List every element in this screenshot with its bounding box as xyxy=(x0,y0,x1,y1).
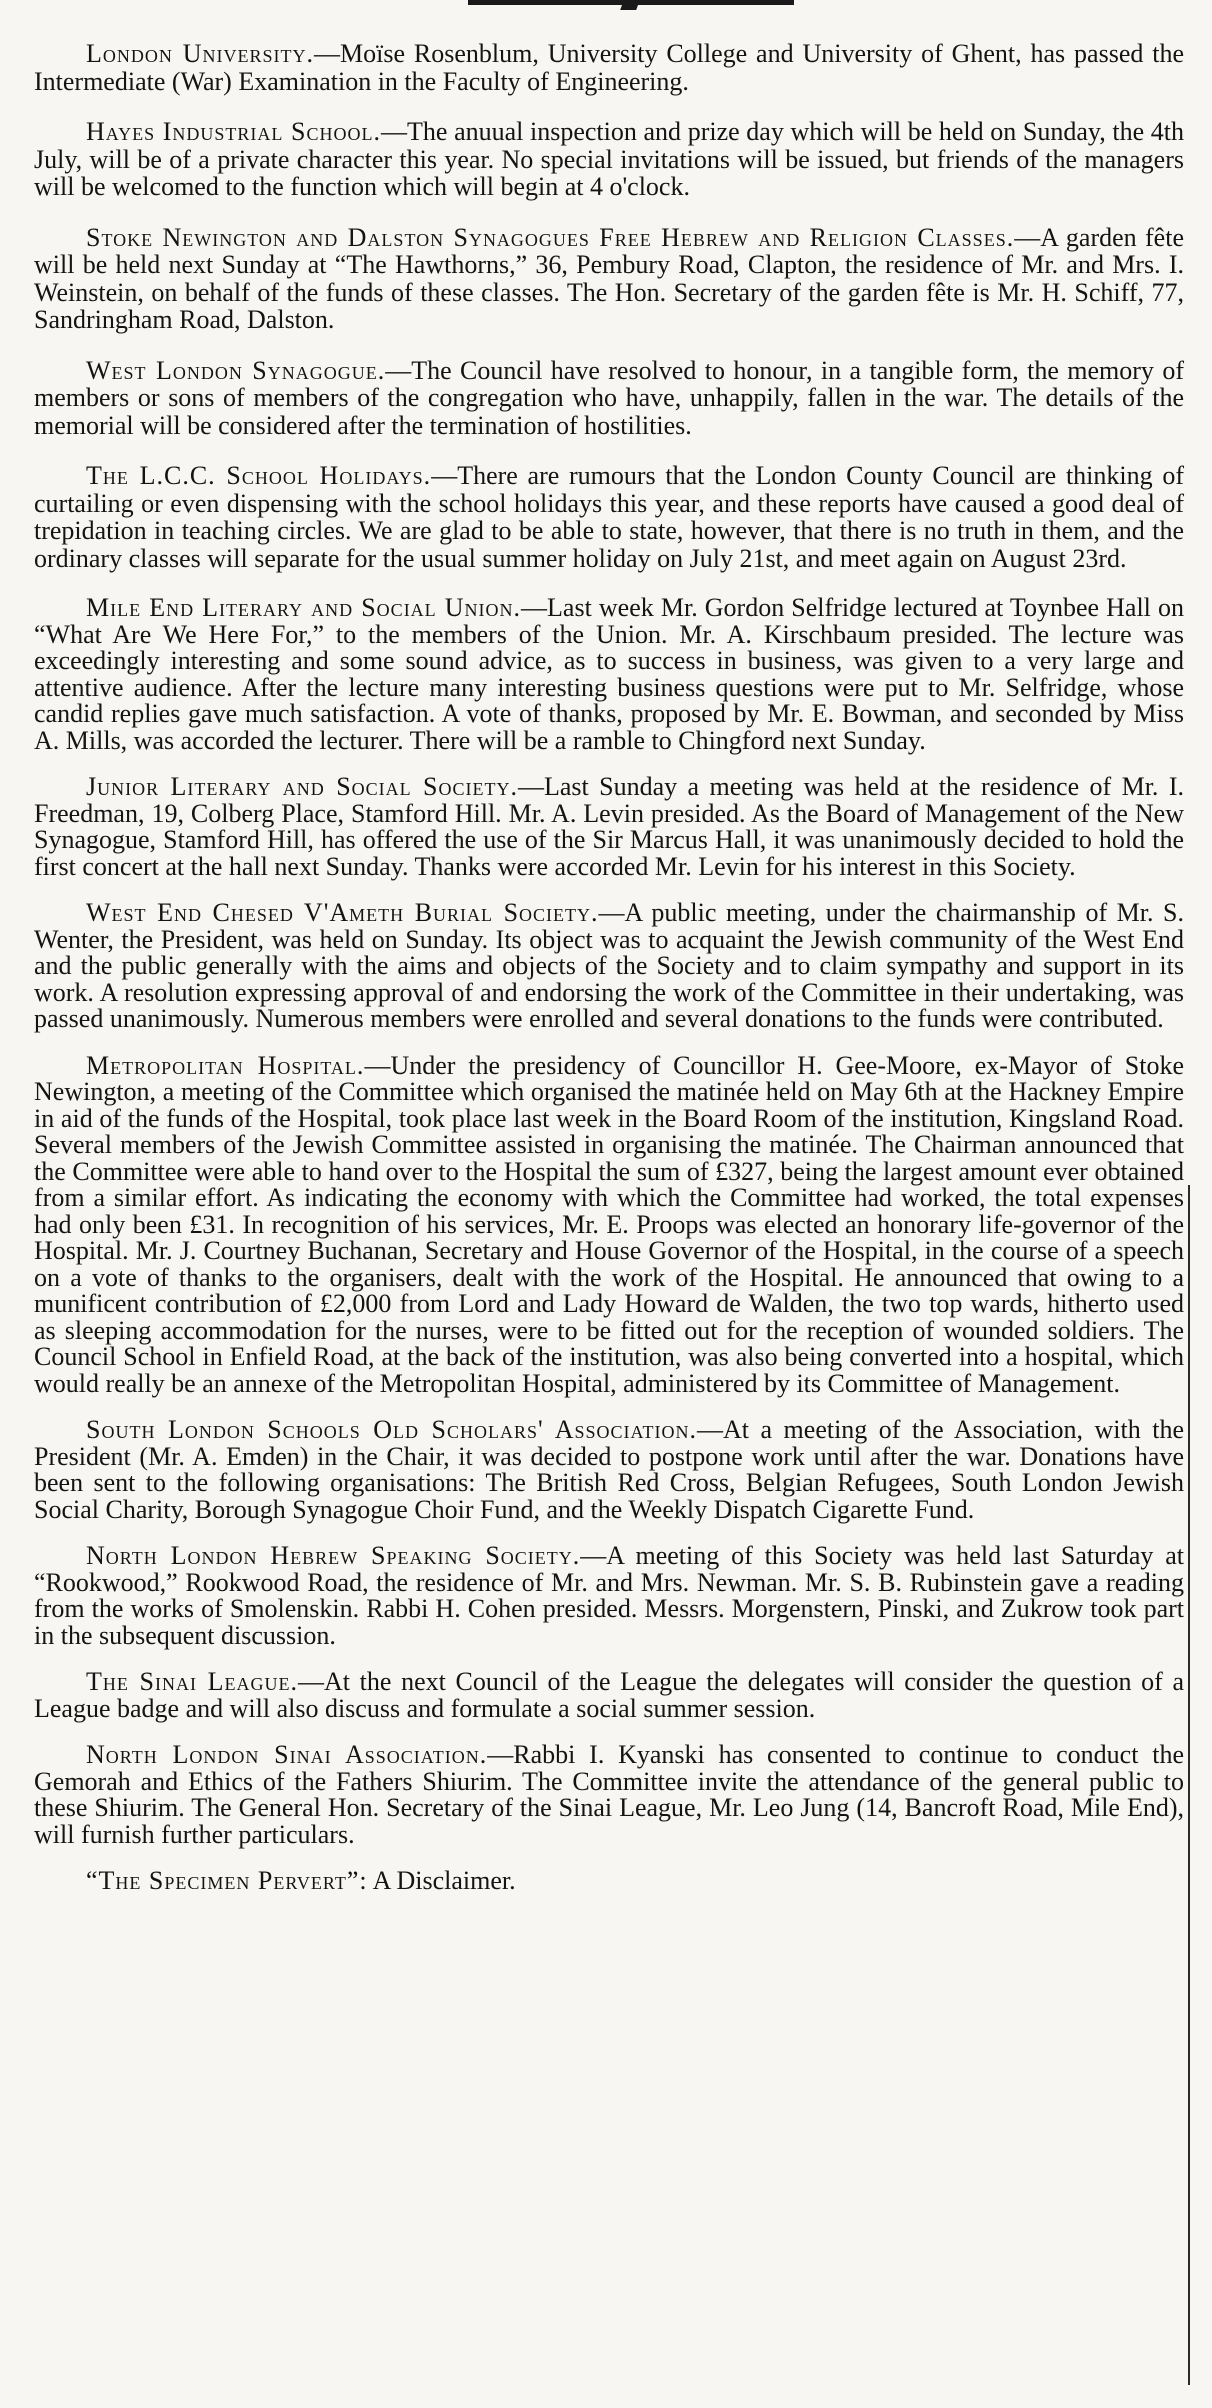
column-rule xyxy=(1188,1185,1190,2385)
notice-heading: The Sinai League. xyxy=(86,1667,298,1696)
notice-text: —Last week Mr. Gordon Selfridge lectured at Toynbee Hall on “What Are We Here For,” to the members of the Union. Mr. A. Kirschbaum presided. The lecture was exceedingly interesting and some sound advice, as to success in business, was given to a very large and attentive audience. After the lecture many interesting business questions were put to Mr. Selfridge, whose candid replies gave much satisfaction. A vote of thanks, proposed by Mr. E. Bowman, and seconded by Miss A. Mills, was accorded the lecturer. There will be a ramble to Chingford next Sunday. xyxy=(34,593,1184,755)
notice-heading: “The Specimen Pervert”: xyxy=(86,1866,368,1895)
notice-west-london-synagogue xyxy=(34,357,1184,440)
notice-heading: Metropolitan Hospital. xyxy=(86,1050,365,1080)
top-ornament xyxy=(620,0,640,10)
notice-text: —A meeting of this Society was held last Saturday at “Rookwood,” Rookwood Road, the residence of Mr. and Mrs. Newman. Mr. S. B. Rubinstein gave a reading from the works of Smolenskin. Rabbi H. Cohen presided. Messrs. Morgenstern, Pinski, and Zukrow took part in the subsequent discussion. xyxy=(34,1541,1185,1650)
notice-chesed-vameth-society xyxy=(34,900,1184,1033)
notice-heading: Mile End Literary and Social Union. xyxy=(86,593,522,622)
notice-north-london-hebrew-speaking xyxy=(34,1543,1184,1649)
notice-text: —At a meeting of the Association, with the President (Mr. A. Emden) in the Chair, it was decided to postpone work until after the war. Donations have been sent to the following organisations: The British Red Cross, Belgian Refugees, South London Jewish Social Charity, Borough Synagogue Choir Fund, and the Weekly Dispatch Cigarette Fund. xyxy=(34,1415,1184,1524)
notice-heading: Junior Literary and Social Society. xyxy=(86,772,518,801)
notice-heading: The L.C.C. School Holidays. xyxy=(86,461,432,490)
notice-text: A Disclaimer. xyxy=(367,1866,516,1895)
notice-north-london-sinai xyxy=(34,1742,1184,1848)
notice-heading: Stoke Newington and Dalston Synagogues Free Hebrew and Religion Classes. xyxy=(86,222,1015,252)
notice-heading: West End Chesed V'Ameth Burial Society. xyxy=(86,898,599,927)
notice-lcc-school-holidays xyxy=(34,462,1184,572)
notice-text: —Under the presidency of Councillor H. Gee-Moore, ex-Mayor of Stoke Newington, a meeting of the Committee which organised the matinée held on May 6th at the Hackney Empire in aid of the funds of the Hospital, took place last week in the Board Room of the institution, Kingsland Road. Several members of the Jewish Committee assisted in organising the matinée. The Chairman announced that the Committee were able to hand over to the Hospital the sum of £327, being the largest amount ever obtained from a similar effort. As indicating the economy with which the Committee had worked, the total expenses had only been £31. In recognition of his services, Mr. E. Proops was elected an honorary life-governor of the Hospital. Mr. J. Courtney Buchanan, Secretary and House Governor of the Hospital, in the course of a speech on a vote of thanks to the organisers, dealt with the work of the Hospital. He announced that owing to a munificent contribution of £2,000 from Lord and Lady Howard de Walden, the two top wards, hitherto used as sleeping accommodation for the nurses, were to be fitted out for the reception of wounded soldiers. The Council School in Enfield Road, at the back of the institution, was also being converted into a hospital, which would really be an annexe of the Metropolitan Hospital, administered by its Committee of Management. xyxy=(34,1050,1184,1398)
notice-text: —A garden fête will be held next Sunday at “The Hawthorns,” 36, Pembury Road, Clapton, the residence of Mr. and Mrs. I. Weinstein, on behalf of the funds of these classes. The Hon. Secretary of the garden fête is Mr. H. Schiff, 77, Sandringham Road, Dalston. xyxy=(34,222,1184,334)
notice-text: —Moïse Rosenblum, University College and University of Ghent, has passed the Intermediate (War) Examination in the Faculty of Engineering. xyxy=(34,39,1184,96)
notice-heading: North London Sinai Association. xyxy=(86,1740,488,1769)
notice-specimen-pervert xyxy=(34,1868,1184,1895)
notice-south-london-old-scholars xyxy=(34,1417,1184,1523)
notice-mile-end-union xyxy=(34,595,1184,754)
notice-text: —The Council have resolved to honour, in a tangible form, the memory of members or sons of members of the congregation who have, unhappily, fallen in the war. The details of the memorial will be considered after the termination of hostilities. xyxy=(34,355,1185,440)
notice-sinai-league xyxy=(34,1669,1184,1722)
notice-hayes-industrial-school xyxy=(34,118,1184,201)
notice-text: —A public meeting, under the chairmanship of Mr. S. Wenter, the President, was held on Sunday. Its object was to acquaint the Jewish community of the West End and the public generally with the aims and objects of the Society and to claim sympathy and support in its work. A resolution expressing approval of and endorsing the work of the Committee in their undertaking, was passed unanimously. Numerous members were enrolled and several donations to the funds were contributed. xyxy=(34,898,1184,1033)
notice-heading: London University. xyxy=(86,39,315,68)
notice-heading: North London Hebrew Speaking Society. xyxy=(86,1541,581,1570)
notice-text: —Rabbi I. Kyanski has consented to continue to conduct the Gemorah and Ethics of the Fathers Shiurim. The Committee invite the attendance of the general public to these Shiurim. The General Hon. Secretary of the Sinai League, Mr. Leo Jung (14, Bancroft Road, Mile End), will furnish further particulars. xyxy=(34,1740,1184,1849)
notice-text: —There are rumours that the London County Council are thinking of curtailing or even dispensing with the school holidays this year, and these reports have caused a good deal of trepidation in teaching circles. We are glad to be able to state, however, that there is no truth in them, and the ordinary classes will separate for the usual summer holiday on July 21st, and meet again on August 23rd. xyxy=(34,461,1184,573)
notice-heading: South London Schools Old Scholars' Association. xyxy=(86,1415,698,1444)
news-column xyxy=(34,40,1184,1915)
notice-heading: Hayes Industrial School. xyxy=(86,117,382,146)
notice-stoke-newington-classes xyxy=(34,224,1184,334)
notice-metropolitan-hospital xyxy=(34,1050,1184,1398)
notice-junior-literary-society xyxy=(34,774,1184,880)
notice-text: —Last Sunday a meeting was held at the residence of Mr. I. Freedman, 19, Colberg Place, Stamford Hill. Mr. A. Levin presided. As the Board of Management of the New Synagogue, Stamford Hill, has offered the use of the Sir Marcus Hall, it was unanimously decided to hold the first concert at the hall next Sunday. Thanks were accorded Mr. Levin for his interest in this Society. xyxy=(34,772,1184,881)
notice-text: —The anuual inspection and prize day which will be held on Sunday, the 4th July, will be of a private character this year. No special invitations will be issued, but friends of the managers will be welcomed to the function which will begin at 4 o'clock. xyxy=(34,117,1184,201)
notice-text: —At the next Council of the League the delegates will consider the question of a League badge and will also discuss and formulate a social summer session. xyxy=(34,1667,1184,1723)
notice-london-university xyxy=(34,40,1184,95)
notice-heading: West London Synagogue. xyxy=(86,355,386,385)
